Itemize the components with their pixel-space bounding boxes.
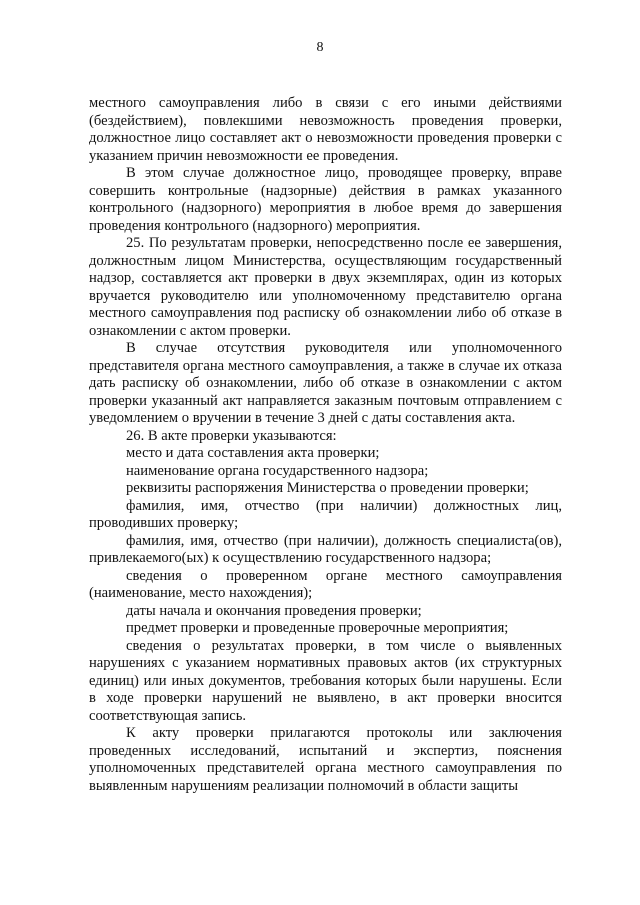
list-item-order-details: реквизиты распоряжения Министерства о проведении проверки; [126,480,529,496]
list-item-authority-name: наименование органа государственного надзора; [126,462,429,479]
paragraph-control-actions: В этом случае должностное лицо, проводящее проверку, вправе совершить контрольные (надзорные) действия в рамках указанного контрольного (надзорного) мероприятия в любое время до завершения проведения контрольного (надзорного) мероприятия. [89,165,562,234]
paragraph-item-25: 25. По результатам проверки, непосредственно после ее завершения, должностным лицом Министерства, осуществляющим государственный надзор, составляется акт проверки в двух экземплярах, один из которых вручается руководителю или уполномоченному представителю органа местного самоуправления под расписку об ознакомлении либо об отказе в ознакомлении с актом проверки. [89,235,562,339]
document-body [89,95,562,795]
list-item-subject: предмет проверки и проведенные проверочные мероприятия; [126,620,509,636]
page-number: 8 [316,40,324,55]
paragraph-absence-case: В случае отсутствия руководителя или уполномоченного представителя органа местного самоуправления, а также в случае их отказа дать расписку об ознакомлении, либо об отказе в ознакомлении с актом проверки указанный акт направляется заказным почтовым отправлением с уведомлением о вручении в течение 3 дней с даты составления акта. [89,340,562,426]
paragraph-item-26: 26. В акте проверки указываются: [126,427,337,444]
list-item-dates: даты начала и окончания проведения проверки; [126,602,422,619]
list-item-specialists: фамилия, имя, отчество (при наличии), должность специалиста(ов), привлекаемого(ых) к осуществлению государственного надзора; [89,532,562,566]
list-item-inspected-body: сведения о проверенном органе местного самоуправления (наименование, место нахождения); [89,567,562,601]
list-item-results: сведения о результатах проверки, в том числе о выявленных нарушениях с указанием нормативных правовых актов (их структурных единиц) или иных документов, требования которых были нарушены. Если в ходе проверки нарушений не выявлено, в акт проверки вносится соответствующая запись. [89,637,562,724]
list-item-officials: фамилия, имя, отчество (при наличии) должностных лиц, проводивших проверку; [89,497,562,531]
paragraph-attachments: К акту проверки прилагаются протоколы или заключения проведенных исследований, испытаний и экспертиз, пояснения уполномоченных представителей органа местного самоуправления по выявленным нарушениям реализации полномочий в области защиты [89,725,562,794]
list-item-place-date: место и дата составления акта проверки; [126,445,380,461]
paragraph-continuation: местного самоуправления либо в связи с его иными действиями (бездействием), повлекшими невозможность проведения проверки, должностное лицо составляет акт о невозможности проведения проверки с указанием причин невозможности ее проведения. [89,95,562,164]
